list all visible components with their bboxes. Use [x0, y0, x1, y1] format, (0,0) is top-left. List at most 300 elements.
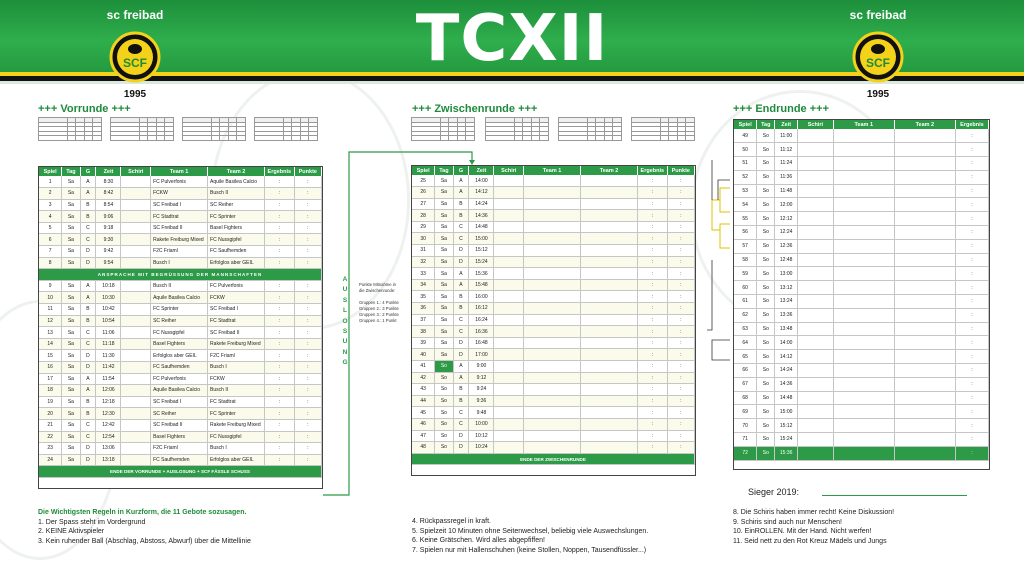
table-cell: : [955, 308, 988, 322]
table-cell: Erfolglos aber GEIL [151, 350, 208, 362]
table-cell: Rakete Freiburg Mixed [151, 234, 208, 246]
table-cell: 16:24 [469, 314, 494, 326]
rules-col1 [38, 508, 358, 546]
table-cell: So [757, 433, 775, 447]
table-cell: 14:48 [469, 221, 494, 233]
table-cell: 57 [734, 239, 757, 253]
table-cell: SC Freibad II [151, 419, 208, 431]
rules-heading: Die Wichtigsten Regeln in Kurzform, die 11 Gebote sozusagen. [38, 509, 247, 516]
table-cell: 52 [734, 170, 757, 184]
table-cell: : [265, 257, 295, 269]
table-cell: B [80, 211, 96, 223]
auslosung-letter: N [342, 348, 348, 356]
table-cell: : [294, 246, 321, 258]
table-cell: 22 [39, 431, 62, 443]
table-cell: : [955, 322, 988, 336]
column-header: Schiri [798, 120, 834, 129]
table-cell: : [294, 385, 321, 397]
auslosung-letter: G [342, 359, 348, 367]
table-cell: Sa [435, 337, 453, 349]
table-cell: FC Sprinter [208, 408, 265, 420]
table-cell: 10:30 [96, 292, 121, 304]
table-cell: FC Pulverfonis [151, 176, 208, 188]
table-cell: 3 [39, 199, 62, 211]
column-header: Spiel [39, 167, 62, 176]
table-cell: 68 [734, 391, 757, 405]
table-cell: 53 [734, 184, 757, 198]
table-cell: 2 [39, 188, 62, 200]
table-cell: : [265, 338, 295, 350]
table-cell: : [667, 256, 694, 268]
table-cell: Sa [62, 454, 80, 466]
table-cell: : [667, 337, 694, 349]
table-cell: A [453, 361, 469, 373]
table-cell: : [294, 373, 321, 385]
table-cell: A [80, 188, 96, 200]
table-cell: Sa [62, 385, 80, 397]
table-cell: : [638, 418, 668, 430]
table-cell: 13:36 [775, 308, 798, 322]
table-cell: 14:00 [469, 175, 494, 187]
column-header: Team 1 [151, 167, 208, 176]
table-cell: 11:24 [775, 157, 798, 171]
table-cell: FC Sprinter [208, 211, 265, 223]
table-cell: 15:24 [469, 256, 494, 268]
table-cell: D [80, 257, 96, 269]
table-cell: 14:48 [775, 391, 798, 405]
rule-item: 7. Spielen nur mit Hallenschuhen (keine Stollen, Noppen, Tausendfüssler...) [412, 546, 647, 554]
vorrunde-end-bar: ENDE DER VORRUNDE + AUSLOSUNG + SCF FÄSSLE SCHUSS [39, 466, 322, 478]
table-cell: Aquile Basilea Calcio [208, 176, 265, 188]
table-cell: 15:00 [775, 405, 798, 419]
table-cell: So [435, 372, 453, 384]
column-header: Schiri [121, 167, 151, 176]
table-cell: : [638, 395, 668, 407]
table-cell: 25 [412, 175, 435, 187]
table-cell: : [294, 315, 321, 327]
table-cell: Sa [62, 350, 80, 362]
table-cell: 1 [39, 176, 62, 188]
table-cell: FC Saufhemden [151, 454, 208, 466]
table-cell: FCKW [208, 292, 265, 304]
table-cell: 10 [39, 292, 62, 304]
table-cell: : [294, 234, 321, 246]
table-cell: : [294, 419, 321, 431]
table-cell: : [294, 338, 321, 350]
table-cell: : [265, 419, 295, 431]
table-cell: 54 [734, 198, 757, 212]
table-cell: : [667, 187, 694, 199]
column-header: Tag [757, 120, 775, 129]
table-cell: 37 [412, 314, 435, 326]
table-cell: Aquile Basilea Calcio [151, 385, 208, 397]
endrunde-heading: +++ Endrunde +++ [733, 103, 829, 115]
table-cell: Sa [435, 291, 453, 303]
table-cell: : [638, 175, 668, 187]
table-cell: : [667, 418, 694, 430]
table-cell: 28 [412, 210, 435, 222]
table-cell: Basel Fighters [151, 431, 208, 443]
table-cell: 11:54 [96, 373, 121, 385]
table-cell: D [80, 246, 96, 258]
table-cell: 15:36 [469, 268, 494, 280]
table-cell: 15:12 [775, 419, 798, 433]
column-header: Spiel [412, 166, 435, 175]
table-cell: Sa [62, 304, 80, 316]
table-cell: : [265, 292, 295, 304]
table-cell: 8 [39, 257, 62, 269]
table-cell: : [955, 364, 988, 378]
table-cell: Aquile Basilea Calcio [151, 292, 208, 304]
table-cell: 15:48 [469, 279, 494, 291]
table-cell: : [294, 443, 321, 455]
table-cell: 23 [39, 443, 62, 455]
rules-col2 [412, 517, 712, 555]
table-cell: So [757, 239, 775, 253]
table-cell: Sa [435, 198, 453, 210]
table-cell: 10:18 [96, 280, 121, 292]
table-cell: 34 [412, 279, 435, 291]
table-cell: 14:36 [775, 377, 798, 391]
table-cell: 12:42 [96, 419, 121, 431]
table-cell: Sa [435, 245, 453, 257]
table-cell: D [80, 362, 96, 374]
table-cell: So [435, 395, 453, 407]
table-cell: 12:54 [96, 431, 121, 443]
table-cell: : [667, 268, 694, 280]
table-cell: 16:36 [469, 326, 494, 338]
column-header: Schiri [494, 166, 524, 175]
table-cell: : [638, 407, 668, 419]
table-cell: So [757, 308, 775, 322]
table-cell: 21 [39, 419, 62, 431]
table-cell: 16:12 [469, 303, 494, 315]
table-cell: Erfolglos aber GEIL [208, 454, 265, 466]
table-cell: SC Reiher [151, 315, 208, 327]
table-cell: : [955, 253, 988, 267]
bracket-quarter-yellow [712, 188, 730, 248]
table-cell: 55 [734, 212, 757, 226]
table-cell: : [294, 396, 321, 408]
table-cell: So [435, 430, 453, 442]
table-cell: 12:36 [775, 239, 798, 253]
table-cell: Sa [62, 443, 80, 455]
table-cell: SC Reiher [208, 199, 265, 211]
table-cell: 14:12 [775, 350, 798, 364]
table-cell: 16 [39, 362, 62, 374]
table-cell: 13:18 [96, 454, 121, 466]
auslosung-letter: S [342, 296, 348, 304]
table-cell: B [453, 395, 469, 407]
table-cell: D [453, 337, 469, 349]
table-cell: 71 [734, 433, 757, 447]
table-cell: : [294, 362, 321, 374]
vorrunde-heading: +++ Vorrunde +++ [38, 103, 131, 115]
logo-name-text: sc freibad [106, 8, 164, 22]
table-cell: C [80, 431, 96, 443]
table-cell: : [955, 157, 988, 171]
table-cell: 14 [39, 338, 62, 350]
column-header: Punkte [667, 166, 694, 175]
table-cell: : [667, 233, 694, 245]
table-cell: : [265, 176, 295, 188]
table-cell: 13:48 [775, 322, 798, 336]
table-cell: 69 [734, 405, 757, 419]
table-cell: 12:12 [775, 212, 798, 226]
table-cell: So [757, 170, 775, 184]
table-cell: D [453, 245, 469, 257]
table-cell: Busch I [208, 443, 265, 455]
table-cell: 8:42 [96, 188, 121, 200]
auslosung-letter: U [342, 338, 348, 346]
auslosung-letter: S [342, 328, 348, 336]
auslosung-letter: O [342, 317, 348, 325]
table-cell: So [757, 322, 775, 336]
table-cell: Busch I [151, 257, 208, 269]
table-cell: 12:30 [96, 408, 121, 420]
table-cell: C [80, 338, 96, 350]
table-cell: Sa [62, 431, 80, 443]
table-cell: D [453, 430, 469, 442]
table-cell: : [638, 268, 668, 280]
table-cell: 11:48 [775, 184, 798, 198]
table-cell: 58 [734, 253, 757, 267]
table-cell: : [638, 291, 668, 303]
table-cell: So [757, 281, 775, 295]
table-cell: FC Nussgipfel [208, 431, 265, 443]
table-cell: 17 [39, 373, 62, 385]
table-cell: 11:42 [96, 362, 121, 374]
table-cell: : [667, 326, 694, 338]
table-cell: Busch II [208, 188, 265, 200]
table-cell: : [638, 210, 668, 222]
table-cell: : [667, 407, 694, 419]
table-cell: A [80, 373, 96, 385]
table-cell: FC Nussgipfel [151, 327, 208, 339]
table-cell: Sa [62, 327, 80, 339]
table-cell: 11:18 [96, 338, 121, 350]
table-cell: A [453, 279, 469, 291]
table-cell: C [453, 314, 469, 326]
table-cell: : [955, 239, 988, 253]
table-cell: 15:12 [469, 245, 494, 257]
table-cell: 35 [412, 291, 435, 303]
table-cell: 39 [412, 337, 435, 349]
table-cell: : [955, 405, 988, 419]
table-cell: 10:00 [469, 418, 494, 430]
table-cell: : [667, 210, 694, 222]
table-cell: Basel Fighters [208, 222, 265, 234]
table-cell: : [638, 233, 668, 245]
table-cell: : [638, 384, 668, 396]
table-cell: 11:36 [775, 170, 798, 184]
table-cell: 27 [412, 198, 435, 210]
table-cell: FC Stadtrat [151, 211, 208, 223]
table-cell: : [294, 199, 321, 211]
table-cell: 31 [412, 245, 435, 257]
table-cell: : [667, 291, 694, 303]
table-cell: 42 [412, 372, 435, 384]
rule-item: 5. Spielzeit 10 Minuten ohne Seitenwechsel, beliebig viele Auswechslungen. [412, 527, 649, 535]
column-header: Punkte [294, 167, 321, 176]
table-cell: 20 [39, 408, 62, 420]
table-cell: Sa [435, 256, 453, 268]
table-cell: 11 [39, 304, 62, 316]
table-cell: 9:54 [96, 257, 121, 269]
table-cell: 11:12 [775, 143, 798, 157]
points-note-line: Gruppen 1.: 4 Punkte [359, 300, 399, 305]
rule-item: 11. Seid nett zu den Rot Kreuz Mädels und Jungs [733, 537, 887, 545]
table-cell: 45 [412, 407, 435, 419]
table-cell: : [265, 373, 295, 385]
table-cell: SC Reiher [151, 408, 208, 420]
table-cell: : [265, 304, 295, 316]
table-cell: : [667, 395, 694, 407]
table-cell: SC Freibad I [151, 199, 208, 211]
table-cell: SC Freibad II [151, 222, 208, 234]
table-cell: 60 [734, 281, 757, 295]
table-cell: 30 [412, 233, 435, 245]
table-cell: FC Saufhemden [151, 362, 208, 374]
winner-input-line [822, 495, 967, 496]
table-cell: Sa [62, 396, 80, 408]
table-cell: : [638, 187, 668, 199]
table-cell: B [453, 210, 469, 222]
table-cell: 14:24 [775, 364, 798, 378]
bracket-lines [707, 160, 730, 360]
table-cell: : [955, 226, 988, 240]
table-cell: : [294, 350, 321, 362]
table-cell: So [757, 391, 775, 405]
table-cell: : [955, 295, 988, 309]
table-cell: 12 [39, 315, 62, 327]
table-cell: : [955, 446, 988, 460]
table-cell: : [294, 211, 321, 223]
table-cell: Basel Fighters [151, 338, 208, 350]
table-cell: : [638, 314, 668, 326]
table-cell: Sa [435, 233, 453, 245]
table-cell: So [435, 407, 453, 419]
table-cell: A [80, 176, 96, 188]
table-cell: FC Stadtrat [208, 315, 265, 327]
column-header: Team 2 [894, 120, 955, 129]
table-cell: 11:30 [96, 350, 121, 362]
table-cell: 62 [734, 308, 757, 322]
auslosung-letter: L [343, 307, 347, 315]
table-cell: Busch II [151, 280, 208, 292]
rule-item: 1. Der Spass steht im Vordergrund [38, 518, 146, 526]
table-cell: So [757, 377, 775, 391]
table-cell: 12:00 [775, 198, 798, 212]
table-cell: SC Freibad I [151, 396, 208, 408]
table-cell: Sa [62, 246, 80, 258]
table-cell: B [453, 198, 469, 210]
table-cell: FC Nussgipfel [208, 234, 265, 246]
table-cell: 19 [39, 396, 62, 408]
column-header: Team 2 [208, 167, 265, 176]
column-header: Team 1 [833, 120, 894, 129]
table-cell: Sa [62, 211, 80, 223]
table-cell: Sa [62, 280, 80, 292]
rule-item: 10. EinROLLEN. Mit der Hand. Nicht werfen! [733, 528, 872, 535]
rule-item: 6. Keine Grätschen. Wird alles abgepfiffen! [412, 537, 545, 544]
table-cell: : [667, 221, 694, 233]
table-cell: : [638, 326, 668, 338]
table-cell: C [80, 419, 96, 431]
table-cell: A [453, 175, 469, 187]
table-cell: B [80, 408, 96, 420]
table-cell: : [955, 129, 988, 143]
logo-year-text: 1995 [123, 89, 147, 100]
table-cell: 63 [734, 322, 757, 336]
table-cell: Sa [62, 176, 80, 188]
table-cell: 72 [734, 446, 757, 460]
table-cell: Sa [435, 221, 453, 233]
rules-col3 [733, 508, 1003, 546]
table-cell: Sa [435, 279, 453, 291]
table-cell: : [265, 408, 295, 420]
table-cell: So [757, 446, 775, 460]
table-cell: A [80, 280, 96, 292]
table-cell: 16:00 [469, 291, 494, 303]
table-cell: 67 [734, 377, 757, 391]
table-cell: : [294, 280, 321, 292]
table-cell: 14:24 [469, 198, 494, 210]
table-cell: C [80, 327, 96, 339]
rule-item: 8. Die Schiris haben immer recht! Keine Diskussion! [733, 509, 895, 516]
zwischenrunde-heading: +++ Zwischenrunde +++ [412, 103, 538, 115]
table-cell: 13:00 [775, 267, 798, 281]
table-cell: 56 [734, 226, 757, 240]
table-cell: C [453, 326, 469, 338]
table-cell: FC Saufhemden [208, 246, 265, 258]
table-cell: : [638, 372, 668, 384]
table-cell: FCKW [208, 373, 265, 385]
logo-year-text: 1995 [866, 89, 890, 100]
table-cell: SC Freibad I [208, 304, 265, 316]
table-cell: 59 [734, 267, 757, 281]
table-cell: 44 [412, 395, 435, 407]
table-cell: 12:24 [775, 226, 798, 240]
points-note-line: Gruppen 4.: 1 Punkt [359, 318, 397, 323]
table-cell: : [265, 188, 295, 200]
table-cell: 14:00 [775, 336, 798, 350]
table-cell: : [638, 337, 668, 349]
table-cell: So [757, 184, 775, 198]
vorrunde-break-bar: ANSPRACHE MIT BEGRÜSSUNG DER MANNSCHAFTEN [39, 269, 322, 281]
table-cell: : [955, 419, 988, 433]
table-cell: 15:00 [469, 233, 494, 245]
table-cell: A [80, 292, 96, 304]
table-cell: C [453, 407, 469, 419]
table-cell: 9 [39, 280, 62, 292]
table-cell: 8:30 [96, 176, 121, 188]
table-cell: 18 [39, 385, 62, 397]
table-cell: 15:24 [775, 433, 798, 447]
table-cell: 46 [412, 418, 435, 430]
table-cell: 9:24 [469, 384, 494, 396]
table-cell: : [667, 303, 694, 315]
table-cell: : [638, 256, 668, 268]
table-cell: 17:00 [469, 349, 494, 361]
table-cell: 5 [39, 222, 62, 234]
table-cell: : [638, 198, 668, 210]
table-cell: 26 [412, 187, 435, 199]
table-cell: : [955, 377, 988, 391]
table-cell: D [80, 454, 96, 466]
table-cell: : [265, 315, 295, 327]
table-cell: D [453, 349, 469, 361]
